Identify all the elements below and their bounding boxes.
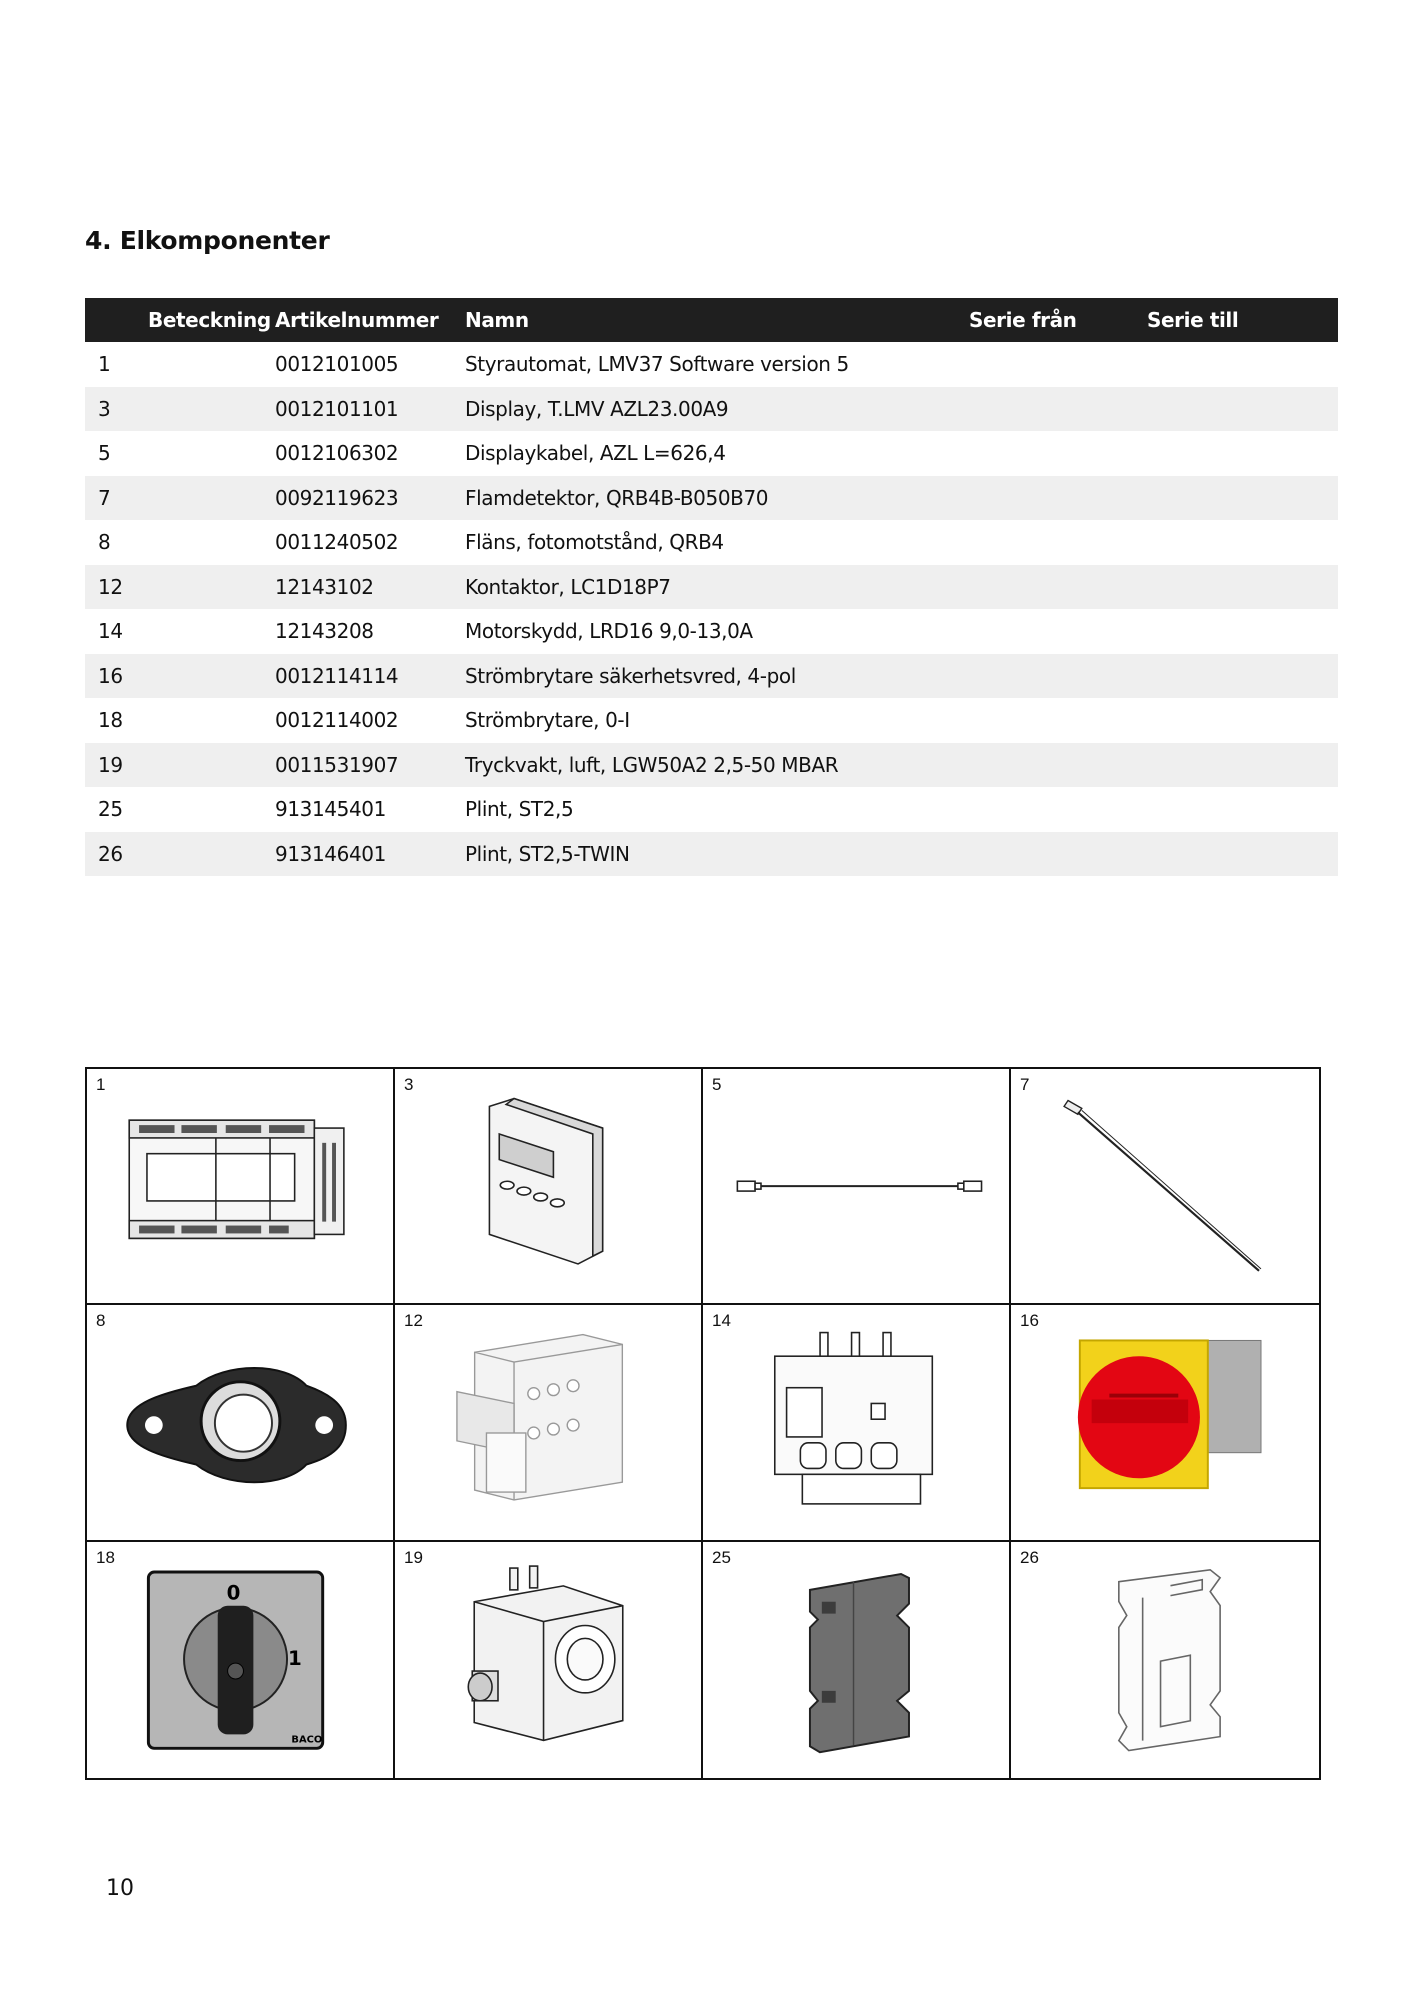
- switch-mark-off: 0: [226, 1581, 241, 1605]
- column-header-name: Namn: [465, 298, 969, 342]
- table-cell-to: [1147, 609, 1338, 654]
- table-cell-from: [969, 476, 1147, 521]
- cell-label: 26: [1020, 1547, 1039, 1567]
- component-cell: [703, 1069, 1011, 1305]
- table-cell-to: [1147, 520, 1338, 565]
- table-row: [85, 698, 1338, 743]
- burner-controller-icon: [87, 1069, 393, 1303]
- table-cell-from: [969, 832, 1147, 877]
- component-cell: [1011, 1542, 1319, 1778]
- table-cell-to: [1147, 698, 1338, 743]
- table-cell-article: 0012114114: [275, 654, 465, 699]
- column-header-serial-from: Serie från: [969, 298, 1147, 342]
- component-cell: [395, 1305, 703, 1541]
- table-cell-name: Kontaktor, LC1D18P7: [465, 565, 969, 610]
- component-cell: [87, 1069, 395, 1305]
- table-cell-article: 913146401: [275, 832, 465, 877]
- display-cable-icon: [703, 1069, 1009, 1303]
- table-cell-to: [1147, 431, 1338, 476]
- contactor-icon: [395, 1305, 701, 1539]
- cell-label: 7: [1020, 1075, 1030, 1094]
- table-cell-name: Flamdetektor, QRB4B-B050B70: [465, 476, 969, 521]
- table-cell-name: Display, T.LMV AZL23.00A9: [465, 387, 969, 432]
- table-row: [85, 609, 1338, 654]
- table-cell-designation: 1: [98, 352, 111, 377]
- table-cell-from: [969, 565, 1147, 610]
- component-cell: [703, 1542, 1011, 1778]
- table-cell-designation: 7: [85, 476, 275, 521]
- table-cell-from: [969, 387, 1147, 432]
- column-header-article: Artikelnummer: [275, 298, 465, 342]
- table-cell-designation: 5: [98, 441, 111, 466]
- table-cell-designation: 26: [85, 832, 275, 877]
- table-cell-name: Strömbrytare, 0-I: [465, 708, 630, 733]
- component-cell: [395, 1069, 703, 1305]
- table-row: [85, 787, 1338, 832]
- cell-label: 25: [712, 1547, 731, 1567]
- table-cell-name: Motorskydd, LRD16 9,0-13,0A: [465, 619, 753, 644]
- table-cell-from: [969, 431, 1147, 476]
- table-cell-from: [969, 698, 1147, 743]
- table-cell-name: Strömbrytare säkerhetsvred, 4-pol: [465, 654, 969, 699]
- table-cell-to: [1147, 476, 1338, 521]
- cell-label: 12: [404, 1311, 423, 1331]
- table-cell-from: [969, 743, 1147, 788]
- section-heading: 4. Elkomponenter: [85, 226, 330, 255]
- page-number: 10: [106, 1876, 134, 1901]
- component-image-grid: [85, 1067, 1321, 1780]
- switch-brand: BACO: [291, 1734, 323, 1746]
- table-cell-article: 12143208: [275, 619, 374, 644]
- table-cell-designation: 19: [85, 743, 275, 788]
- table-cell-to: [1147, 743, 1338, 788]
- table-row: [85, 565, 1338, 610]
- table-cell-article: 0012101005: [275, 352, 399, 377]
- cell-label: 1: [96, 1075, 106, 1094]
- table-cell-article: 0012101101: [275, 387, 465, 432]
- cell-label: 19: [404, 1547, 423, 1567]
- safety-switch-icon: [1011, 1305, 1319, 1539]
- terminal-block-icon: [703, 1542, 1009, 1778]
- table-cell-name: Styrautomat, LMV37 Software version 5: [465, 352, 849, 377]
- cell-label: 18: [96, 1547, 115, 1567]
- cell-label: 5: [712, 1075, 722, 1094]
- table-cell-from: [969, 654, 1147, 699]
- component-cell: [87, 1305, 395, 1541]
- motor-protection-icon: [703, 1305, 1009, 1539]
- table-cell-designation: 3: [85, 387, 275, 432]
- cell-label: 16: [1020, 1311, 1039, 1331]
- table-cell-from: [969, 609, 1147, 654]
- table-row: [85, 387, 1338, 432]
- flame-detector-icon: [1011, 1069, 1319, 1303]
- table-row: [85, 654, 1338, 699]
- table-cell-designation: 16: [85, 654, 275, 699]
- table-row: [85, 342, 1338, 387]
- table-cell-to: [1147, 387, 1338, 432]
- table-cell-name: Plint, ST2,5-TWIN: [465, 832, 969, 877]
- parts-table: [85, 298, 1338, 876]
- table-row: [85, 431, 1338, 476]
- component-cell: [395, 1542, 703, 1778]
- cell-label: 14: [712, 1311, 731, 1331]
- cell-label: 8: [96, 1311, 106, 1331]
- cell-label: 3: [404, 1075, 414, 1094]
- table-row: [85, 476, 1338, 521]
- table-cell-name: Fläns, fotomotstånd, QRB4: [465, 530, 724, 555]
- component-cell: [87, 1542, 395, 1778]
- table-header-row: [85, 298, 1338, 342]
- table-cell-from: [969, 787, 1147, 832]
- table-cell-article: 0092119623: [275, 476, 465, 521]
- table-cell-from: [969, 342, 1147, 387]
- table-cell-to: [1147, 832, 1338, 877]
- table-cell-designation: 18: [98, 708, 123, 733]
- table-cell-designation: 14: [98, 619, 123, 644]
- flange-icon: [87, 1305, 393, 1539]
- table-cell-article: 0011240502: [275, 530, 399, 555]
- pressure-switch-icon: [395, 1542, 701, 1778]
- display-unit-icon: [395, 1069, 701, 1303]
- table-cell-article: 0012114002: [275, 708, 399, 733]
- table-cell-designation: 8: [98, 530, 111, 555]
- table-cell-article: 0011531907: [275, 743, 465, 788]
- table-row: [85, 832, 1338, 877]
- table-cell-to: [1147, 342, 1338, 387]
- table-row: [85, 520, 1338, 565]
- table-row: [85, 743, 1338, 788]
- table-cell-name: Tryckvakt, luft, LGW50A2 2,5-50 MBAR: [465, 743, 969, 788]
- table-cell-name: Displaykabel, AZL L=626,4: [465, 441, 726, 466]
- table-cell-name: Plint, ST2,5: [465, 797, 574, 822]
- component-cell: [1011, 1305, 1319, 1541]
- component-cell: [703, 1305, 1011, 1541]
- table-cell-designation: 12: [85, 565, 275, 610]
- rotary-switch-icon: [87, 1542, 393, 1778]
- column-header-serial-to: Serie till: [1147, 298, 1338, 342]
- twin-terminal-icon: [1011, 1542, 1319, 1778]
- table-cell-designation: 25: [98, 797, 123, 822]
- table-cell-to: [1147, 565, 1338, 610]
- switch-mark-on: 1: [288, 1646, 302, 1670]
- parts-table-body: [85, 342, 1338, 876]
- table-cell-from: [969, 520, 1147, 565]
- component-cell: [1011, 1069, 1319, 1305]
- column-header-designation: Beteckning: [85, 298, 275, 342]
- table-cell-article: 0012106302: [275, 441, 399, 466]
- table-cell-to: [1147, 787, 1338, 832]
- table-cell-article: 913145401: [275, 797, 386, 822]
- table-cell-article: 12143102: [275, 565, 465, 610]
- table-cell-to: [1147, 654, 1338, 699]
